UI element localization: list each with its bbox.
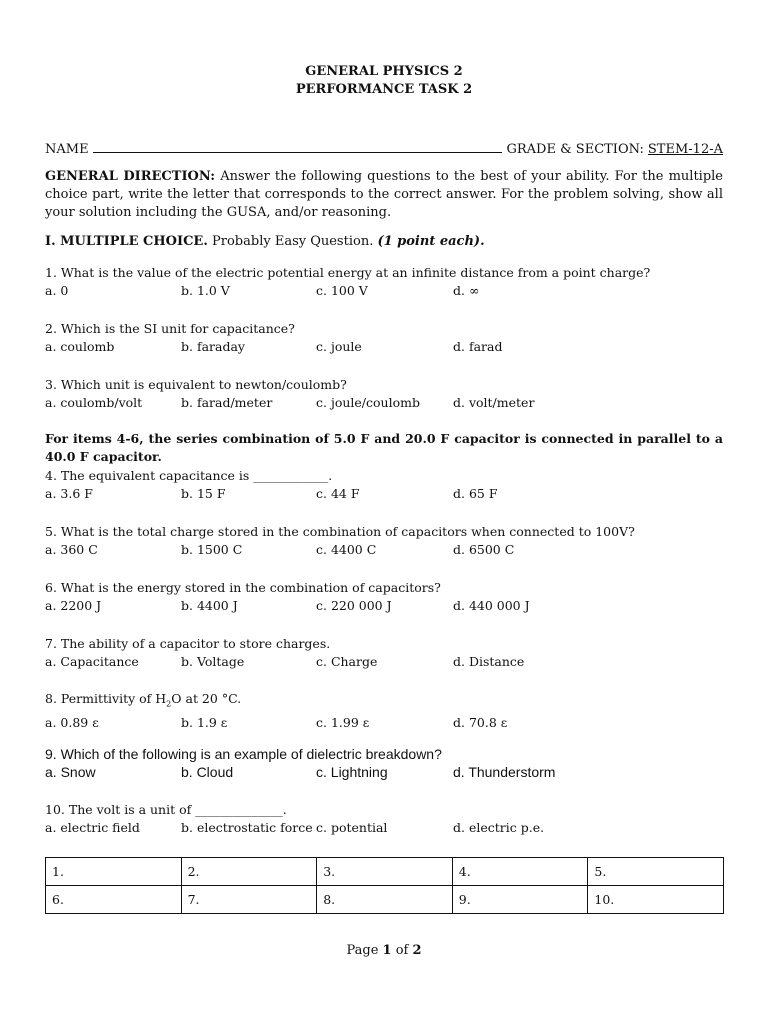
question-8 (45, 690, 735, 732)
question-3 (45, 376, 735, 412)
question-6 (45, 579, 735, 615)
section-points: (1 point each). (377, 234, 485, 249)
option-d: d. electric p.e. (453, 820, 545, 835)
question-10 (45, 801, 735, 837)
document-subtitle: PERFORMANCE TASK 2 (295, 82, 473, 97)
option-b: b. 15 F (181, 486, 226, 501)
question-options (45, 541, 735, 559)
direction-label: GENERAL DIRECTION: (45, 169, 216, 184)
question-options (45, 714, 735, 732)
page-total: 2 (412, 943, 422, 958)
items-4-6-note: For items 4-6, the series combination of 5.0 F and 20.0 F capacitor is connected in parallel to a 40.0 F capacitor. (45, 431, 723, 464)
option-b: b. faraday (181, 339, 245, 354)
answer-cell[interactable]: 9. (452, 886, 588, 914)
option-a: a. 360 C (45, 542, 98, 557)
option-a: a. Capacitance (45, 654, 139, 669)
option-c: c. joule (316, 339, 362, 354)
option-c: c. 4400 C (316, 542, 377, 557)
direction-text: Answer the following questions to the best of your ability. For the multiple choice part, write the letter that corresponds to the correct answer. For the problem solving, show all your solution including the GUSA, and/or reasoning. (45, 169, 723, 220)
option-c: c. potential (316, 820, 388, 835)
section-heading-multiple-choice (45, 234, 485, 249)
answer-row (46, 858, 724, 886)
option-c: c. 100 V (316, 283, 368, 298)
option-a: a. Snow (45, 764, 96, 780)
answer-cell[interactable]: 1. (46, 858, 182, 886)
question-options (45, 819, 735, 837)
question-1 (45, 264, 735, 300)
section-text: Probably Easy Question. (207, 234, 378, 249)
student-info-row (45, 140, 723, 157)
question-text (45, 690, 735, 714)
name-label: NAME (45, 142, 89, 157)
option-b: b. Cloud (181, 764, 234, 780)
question-text: 9. Which of the following is an example of dielectric breakdown? (45, 746, 442, 762)
option-a: a. 3.6 F (45, 486, 93, 501)
question-options (45, 394, 735, 412)
option-d: d. 440 000 J (453, 598, 530, 613)
grade-section-label: GRADE & SECTION: (506, 142, 644, 157)
name-blank-line (93, 140, 503, 153)
option-a: a. electric field (45, 820, 140, 835)
question-7 (45, 635, 735, 671)
page-word: Page (346, 943, 383, 958)
document-title: GENERAL PHYSICS 2 (305, 64, 463, 79)
answer-cell[interactable]: 2. (181, 858, 317, 886)
page-footer (0, 943, 768, 958)
question-options (45, 653, 735, 671)
question-text: 7. The ability of a capacitor to store charges. (45, 636, 331, 651)
question-text: 10. The volt is a unit of ______________. (45, 802, 287, 817)
option-b: b. 1500 C (181, 542, 243, 557)
option-a: a. coulomb (45, 339, 115, 354)
option-b: b. electrostatic force (181, 820, 313, 835)
option-b: b. 1.0 V (181, 283, 230, 298)
page-number: 1 (382, 943, 392, 958)
option-c: c. 1.99 ε (316, 714, 370, 730)
general-direction (45, 168, 723, 222)
answer-cell[interactable]: 8. (317, 886, 453, 914)
question-2 (45, 320, 735, 356)
option-a: a. 0.89 ε (45, 714, 99, 730)
option-d: d. Distance (453, 654, 525, 669)
question-options (45, 338, 735, 356)
option-c: c. joule/coulomb (316, 395, 420, 410)
option-b: b. farad/meter (181, 395, 273, 410)
question-options (45, 485, 735, 503)
answer-table (45, 857, 724, 914)
question-text-suffix: O at 20 °C. (171, 691, 242, 706)
option-a: a. 2200 J (45, 598, 102, 613)
question-text: 2. Which is the SI unit for capacitance? (45, 321, 295, 336)
option-a: a. coulomb/volt (45, 395, 143, 410)
option-d: d. Thunderstorm (453, 764, 556, 780)
question-text: 4. The equivalent capacitance is ____________. (45, 468, 333, 483)
option-c: c. 44 F (316, 486, 360, 501)
question-options (45, 763, 735, 781)
option-d: d. farad (453, 339, 503, 354)
answer-row (46, 886, 724, 914)
question-text-prefix: 8. Permittivity of H (45, 691, 167, 706)
question-options (45, 597, 735, 615)
option-b: b. 1.9 ε (181, 714, 228, 730)
option-d: d. 6500 C (453, 542, 515, 557)
answer-cell[interactable]: 10. (588, 886, 724, 914)
section-label: I. MULTIPLE CHOICE. (45, 234, 208, 249)
question-text: 5. What is the total charge stored in the combination of capacitors when connected to 100V? (45, 524, 635, 539)
option-c: c. Charge (316, 654, 378, 669)
question-options (45, 282, 735, 300)
question-text: 3. Which unit is equivalent to newton/coulomb? (45, 377, 347, 392)
option-d: d. 70.8 ε (453, 714, 508, 730)
option-a: a. 0 (45, 283, 69, 298)
option-d: d. volt/meter (453, 395, 535, 410)
question-4 (45, 467, 735, 503)
subscript: 2 (166, 699, 172, 709)
grade-section-value: STEM-12-A (647, 142, 723, 157)
question-text: 1. What is the value of the electric potential energy at an infinite distance from a point charge? (45, 265, 651, 280)
option-d: d. 65 F (453, 486, 498, 501)
of-word: of (391, 943, 413, 958)
answer-cell[interactable]: 5. (588, 858, 724, 886)
question-text: 6. What is the energy stored in the combination of capacitors? (45, 580, 441, 595)
question-5 (45, 523, 735, 559)
option-d: d. ∞ (453, 283, 480, 298)
question-9 (45, 745, 735, 781)
option-c: c. Lightning (316, 764, 388, 780)
answer-cell[interactable]: 7. (181, 886, 317, 914)
option-b: b. Voltage (181, 654, 245, 669)
answer-cell[interactable]: 4. (452, 858, 588, 886)
option-c: c. 220 000 J (316, 598, 392, 613)
answer-cell[interactable]: 3. (317, 858, 453, 886)
option-b: b. 4400 J (181, 598, 238, 613)
answer-cell[interactable]: 6. (46, 886, 182, 914)
